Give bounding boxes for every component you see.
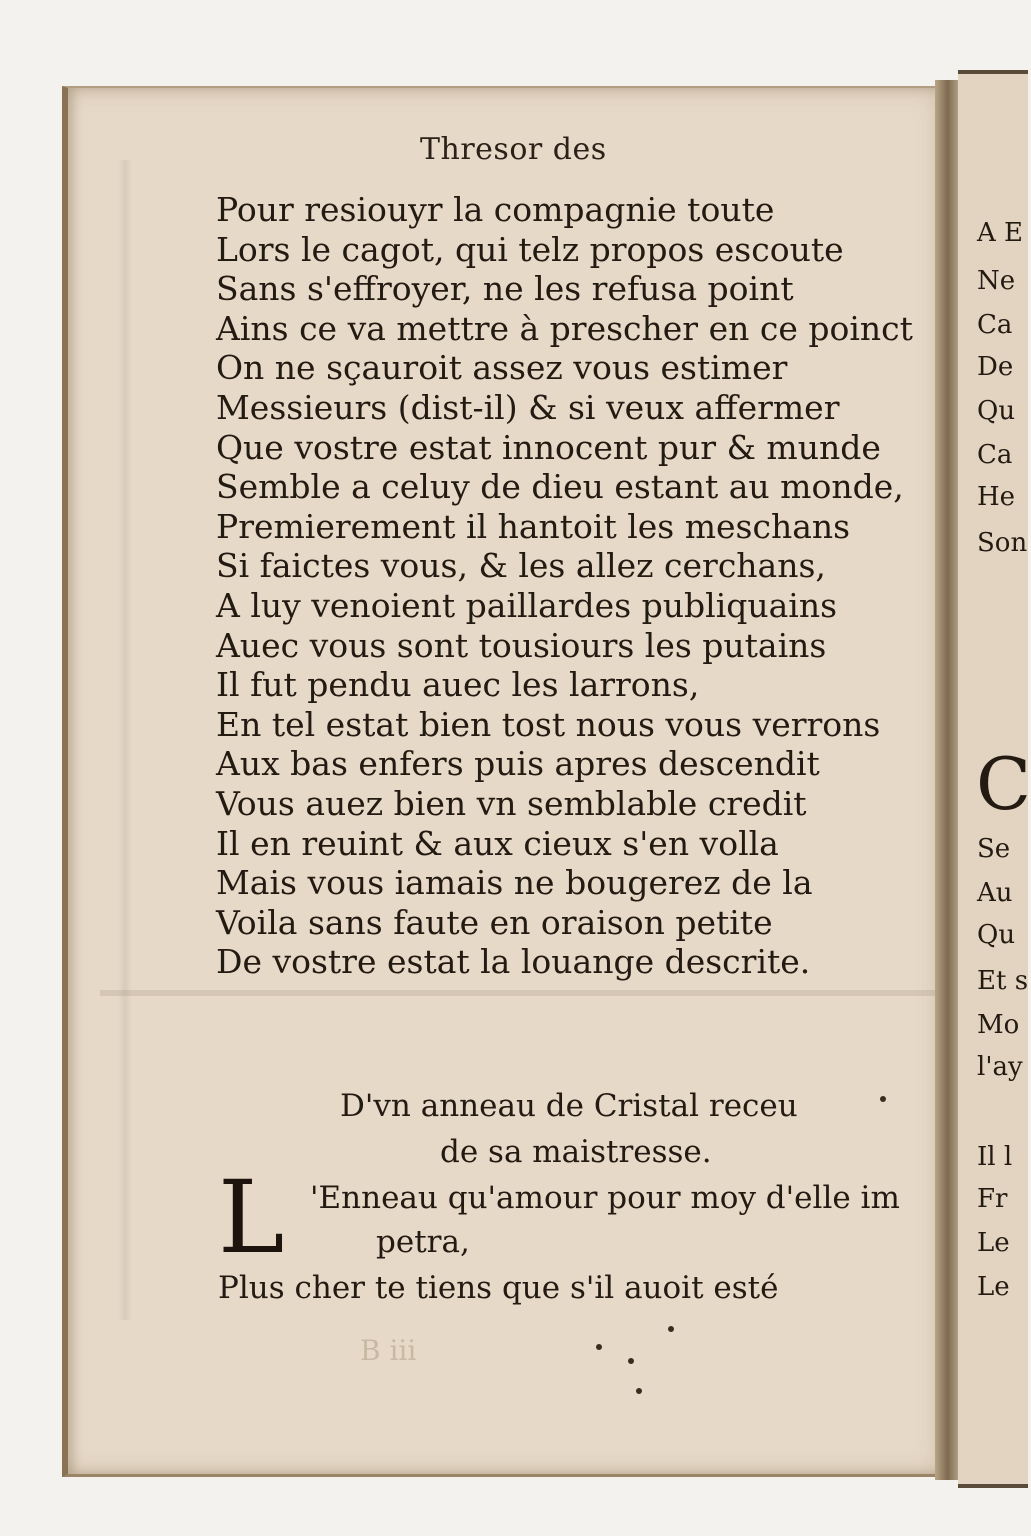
- verse-line: Voila sans faute en oraison petite: [216, 902, 773, 942]
- verse-line: On ne sçauroit assez vous estimer: [216, 348, 788, 388]
- vertical-fold-mark: [118, 160, 132, 1320]
- right-fragment: l'ay: [977, 1052, 1023, 1082]
- right-fragment: Le: [977, 1228, 1010, 1258]
- verse-line: Ains ce va mettre à prescher en ce poinct: [216, 308, 913, 348]
- poem-line-3: Plus cher te tiens que s'il auoit esté: [218, 1270, 779, 1306]
- verse-line: Messieurs (dist-il) & si veux affermer: [216, 387, 840, 427]
- right-fragment: Qu: [977, 920, 1016, 950]
- right-fragment: A E: [977, 218, 1024, 248]
- signature-mark: B iii: [360, 1334, 417, 1367]
- ink-dot: [668, 1326, 674, 1332]
- verse-line: Premierement il hantoit les meschans: [216, 506, 851, 546]
- verse-line: Vous auez bien vn semblable credit: [216, 783, 807, 823]
- verse-block: [216, 190, 913, 982]
- verse-line: Mais vous iamais ne bougerez de la: [216, 863, 813, 903]
- right-fragment: Se: [977, 834, 1011, 864]
- ink-dot: [880, 1096, 886, 1102]
- verse-line: Pour resiouyr la compagnie toute: [216, 190, 775, 229]
- verse-line: Sans s'effroyer, ne les refusa point: [216, 269, 794, 309]
- verse-line: Que vostre estat innocent pur & munde: [216, 427, 881, 467]
- right-fragment: Le: [977, 1272, 1010, 1302]
- right-fragment: Fr: [977, 1184, 1008, 1214]
- poem-line-1: 'Enneau qu'amour pour moy d'elle im: [310, 1180, 900, 1216]
- verse-line: Si faictes vous, & les allez cerchans,: [216, 546, 826, 586]
- verse-line: Semble a celuy de dieu estant au monde,: [216, 467, 904, 507]
- verse-line: A luy venoient paillardes publiquains: [216, 585, 838, 625]
- poem-line-2: petra,: [376, 1224, 470, 1260]
- horizontal-crease: [100, 990, 940, 996]
- right-fragment: Il l: [977, 1142, 1013, 1172]
- right-fragment: Ne: [977, 266, 1016, 296]
- right-fragment: He: [977, 482, 1016, 512]
- verse-line: De vostre estat la louange descrite.: [216, 942, 811, 982]
- right-fragment: De: [977, 352, 1014, 382]
- verse-line: Aux bas enfers puis apres descendit: [216, 744, 820, 784]
- right-fragment: Son: [977, 528, 1028, 558]
- verse-line: Auec vous sont tousiours les putains: [216, 625, 827, 665]
- section-title-line-1: D'vn anneau de Cristal receu: [340, 1088, 798, 1124]
- verse-line: Il fut pendu auec les larrons,: [216, 665, 700, 705]
- right-fragment: Ca: [977, 310, 1013, 340]
- right-fragment: Au: [977, 878, 1013, 908]
- ink-dot: [628, 1358, 634, 1364]
- section-title-line-2: de sa maistresse.: [440, 1134, 712, 1170]
- verse-line: Lors le cagot, qui telz propos escoute: [216, 229, 844, 269]
- right-fragment: Et s: [977, 966, 1029, 996]
- ink-dot: [596, 1344, 602, 1350]
- ink-dot: [636, 1388, 642, 1394]
- running-header: Thresor des: [420, 132, 607, 167]
- drop-cap: L: [218, 1159, 285, 1276]
- right-fragment: Qu: [977, 396, 1016, 426]
- right-fragment: Ca: [977, 440, 1013, 470]
- right-page-initial: C: [976, 742, 1031, 826]
- verse-line: En tel estat bien tost nous vous verrons: [216, 704, 881, 744]
- right-fragment: Mo: [977, 1010, 1020, 1040]
- verse-line: Il en reuint & aux cieux s'en volla: [216, 823, 779, 863]
